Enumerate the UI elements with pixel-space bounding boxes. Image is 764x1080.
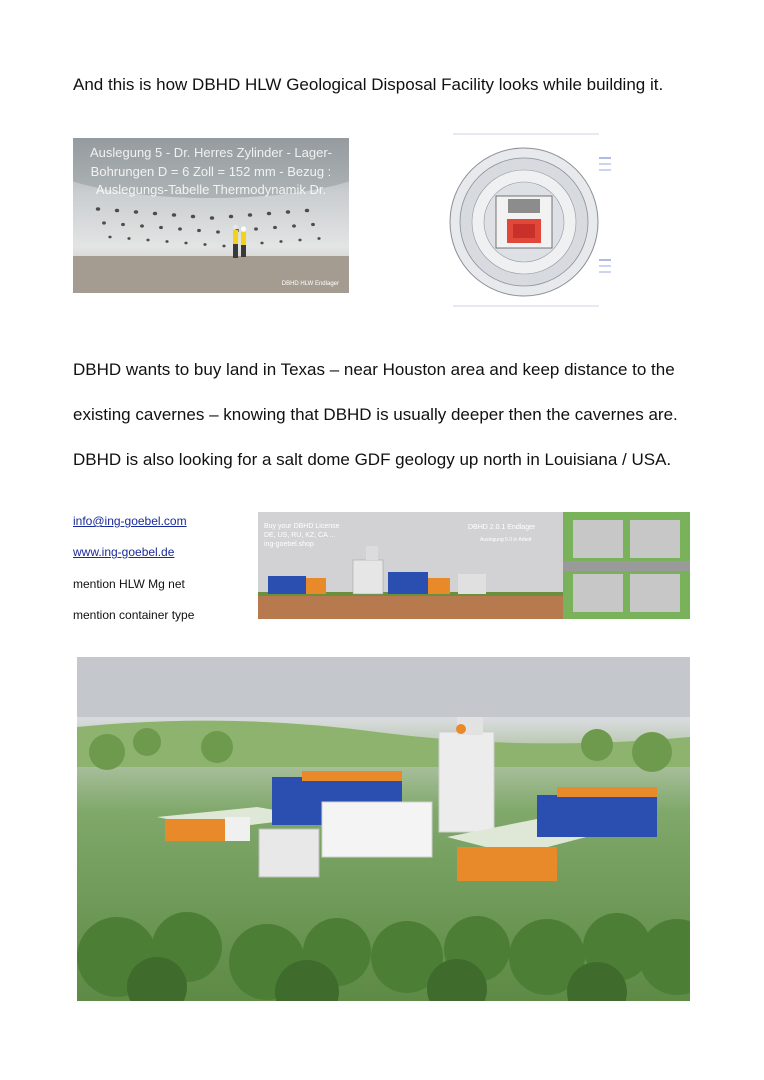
intro-text: And this is how DBHD HLW Geological Disposal Facility looks while building it. xyxy=(73,75,664,94)
paragraph-1: DBHD wants to buy land in Texas – near Houston area and keep distance to the xyxy=(73,360,675,379)
overlay-line-2: Bohrungen D = 6 Zoll = 152 mm - Bezug : xyxy=(90,164,332,179)
watermark: DBHD HLW Endlager xyxy=(281,281,339,287)
license-line-3: ing-goebel.shop xyxy=(264,541,314,548)
overlay-line-1: Auslegung 5 - Dr. Herres Zylinder - Lager- xyxy=(89,145,333,160)
banner-subtitle: Auslegung 5.0 in Arbeit xyxy=(480,537,532,543)
license-line-1: Buy your DBHD License xyxy=(264,523,340,530)
note-container: mention container type xyxy=(73,608,195,622)
email-link[interactable]: info@ing-goebel.com xyxy=(73,514,187,528)
worker-figures xyxy=(233,225,246,259)
license-line-2: DE, US, RU, KZ, CA ... xyxy=(264,532,336,539)
paragraph-2: existing cavernes – knowing that DBHD is usually deeper then the cavernes are. xyxy=(73,405,678,424)
overlay-line-3: Auslegungs-Tabelle Thermodynamik Dr. xyxy=(95,182,327,197)
license-banner xyxy=(258,512,690,619)
facility-rendering xyxy=(77,657,690,1001)
circular-plan-drawing xyxy=(449,124,613,320)
paragraph-3: DBHD is also looking for a salt dome GDF geology up north in Louisiana / USA. xyxy=(73,450,672,469)
banner-title: DBHD 2.0.1 Endlager xyxy=(468,524,536,531)
website-link[interactable]: www.ing-goebel.de xyxy=(73,545,175,559)
note-hlw: mention HLW Mg net xyxy=(73,577,185,591)
tunnel-photo xyxy=(73,138,349,293)
